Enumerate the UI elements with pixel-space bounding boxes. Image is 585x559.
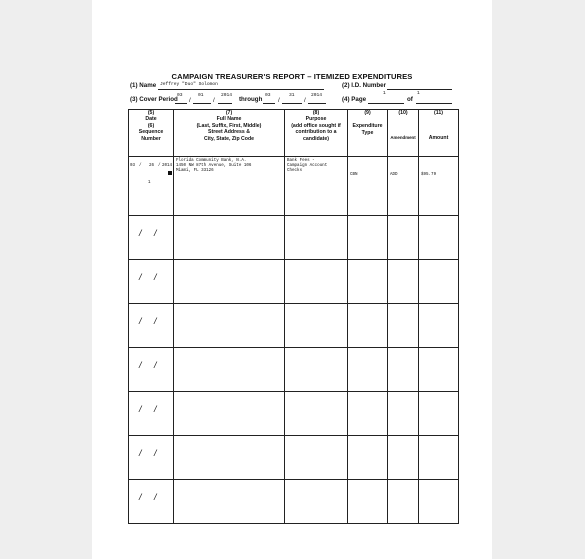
cover-period-label: (3) Cover Period bbox=[130, 96, 178, 103]
row-payee-name: Florida Community Bank, N.A. bbox=[176, 159, 247, 163]
page-label: (4) Page bbox=[342, 96, 367, 103]
row-amount-cell[interactable] bbox=[419, 348, 459, 392]
row-amount-cell[interactable] bbox=[419, 260, 459, 304]
table-row bbox=[129, 260, 459, 304]
row-purpose-cell[interactable] bbox=[285, 260, 348, 304]
cover-to-day: 31 bbox=[289, 93, 295, 98]
row-amendment-cell[interactable] bbox=[388, 392, 419, 436]
page-number-field[interactable] bbox=[368, 103, 404, 104]
header-date-number: (5) bbox=[147, 110, 155, 116]
cover-to-day-field[interactable] bbox=[282, 103, 302, 104]
date-slashes: / / bbox=[139, 272, 162, 282]
row-expenditure-type: CBN bbox=[350, 173, 358, 177]
row-date-year: 2014 bbox=[162, 164, 173, 168]
date-separator: / bbox=[304, 97, 306, 104]
cover-from-month-field[interactable] bbox=[175, 103, 187, 104]
row-purpose-line2: Campaign Account bbox=[287, 163, 328, 168]
checkbox-icon[interactable] bbox=[168, 171, 172, 175]
date-slashes: / / bbox=[139, 448, 162, 458]
row-date-cell[interactable]: 03 / 26 / 2014 1 bbox=[129, 157, 174, 216]
cover-from-year-field[interactable] bbox=[218, 103, 232, 104]
row-amount: $95.79 bbox=[421, 173, 437, 177]
table-row bbox=[129, 480, 459, 524]
header-amendment bbox=[388, 110, 419, 157]
table-row bbox=[129, 436, 459, 480]
row-date-cell[interactable] bbox=[129, 392, 174, 436]
date-separator: / bbox=[278, 97, 280, 104]
header-amount bbox=[419, 110, 459, 157]
row-amendment-cell[interactable] bbox=[388, 480, 419, 524]
header-purpose-line2: (add office sought if bbox=[291, 122, 341, 129]
row-amount-cell[interactable] bbox=[419, 304, 459, 348]
header-sequence-number-index: (6) bbox=[147, 122, 155, 129]
page-number: 1 bbox=[383, 91, 386, 96]
form-page bbox=[92, 0, 492, 559]
row-amendment-cell[interactable] bbox=[388, 216, 419, 260]
row-purpose-cell[interactable] bbox=[285, 436, 348, 480]
header-date: Date bbox=[145, 116, 157, 123]
id-number-label: (2) I.D. Number bbox=[342, 82, 387, 89]
row-type-cell[interactable] bbox=[348, 260, 388, 304]
expenditures-table bbox=[128, 109, 459, 524]
header-type-number: (9) bbox=[364, 110, 371, 116]
row-full-name-cell[interactable] bbox=[174, 480, 285, 524]
row-date-cell[interactable] bbox=[129, 348, 174, 392]
row-type-cell[interactable] bbox=[348, 157, 388, 216]
date-separator: / bbox=[189, 97, 191, 104]
row-full-name-cell[interactable] bbox=[174, 436, 285, 480]
row-date-month: 03 bbox=[130, 164, 136, 168]
row-amount-cell[interactable] bbox=[419, 157, 459, 216]
row-amendment-cell[interactable] bbox=[388, 436, 419, 480]
header-type-line1: Expenditure bbox=[352, 123, 383, 130]
header-name-line1: Full Name bbox=[216, 116, 242, 123]
header-full-name bbox=[174, 110, 285, 157]
row-type-cell[interactable] bbox=[348, 348, 388, 392]
row-type-cell[interactable] bbox=[348, 436, 388, 480]
row-full-name-cell[interactable] bbox=[174, 348, 285, 392]
header-name-line4: City, State, Zip Code bbox=[203, 135, 255, 142]
row-date-day: 26 bbox=[149, 164, 155, 168]
form-title: CAMPAIGN TREASURER'S REPORT – ITEMIZED EXPENDITURES bbox=[171, 72, 413, 81]
row-purpose-cell[interactable] bbox=[285, 392, 348, 436]
row-amendment-cell[interactable] bbox=[388, 260, 419, 304]
header-name-line2: (Last, Suffix, First, Middle) bbox=[196, 122, 262, 129]
header-purpose bbox=[285, 110, 348, 157]
cover-from-month: 03 bbox=[177, 93, 183, 98]
row-full-name-cell[interactable] bbox=[174, 392, 285, 436]
row-full-name-cell[interactable] bbox=[174, 260, 285, 304]
row-type-cell[interactable] bbox=[348, 216, 388, 260]
date-slashes: / / bbox=[139, 404, 162, 414]
header-amount-label: Amount bbox=[428, 135, 449, 142]
table-row bbox=[129, 392, 459, 436]
row-payee-address: 1450 NW 87th Avenue, Suite 106 bbox=[176, 163, 252, 168]
page-total: 1 bbox=[417, 91, 420, 96]
header-name-number: (7) bbox=[225, 110, 233, 116]
row-date-cell[interactable] bbox=[129, 216, 174, 260]
header-sequence: Sequence Number bbox=[138, 129, 164, 142]
row-date-cell[interactable] bbox=[129, 480, 174, 524]
date-slashes: / / bbox=[139, 360, 162, 370]
table-header-row bbox=[129, 110, 459, 157]
through-label: through bbox=[239, 96, 263, 103]
name-underline bbox=[158, 89, 324, 90]
header-expenditure-type bbox=[348, 110, 388, 157]
table-row bbox=[129, 348, 459, 392]
name-value[interactable]: Jeffrey "Duo" Solomon bbox=[160, 82, 218, 87]
row-date-cell[interactable] bbox=[129, 304, 174, 348]
row-full-name-cell[interactable] bbox=[174, 157, 285, 216]
id-number-field[interactable] bbox=[387, 89, 452, 90]
row-full-name-cell[interactable] bbox=[174, 216, 285, 260]
header-amendment-label: Amendment bbox=[390, 135, 416, 141]
cover-to-month: 03 bbox=[265, 93, 271, 98]
row-purpose-line1: Bank Fees - bbox=[287, 159, 315, 163]
cover-to-year-field[interactable] bbox=[308, 103, 326, 104]
row-sequence-number: 1 bbox=[148, 181, 151, 185]
cover-from-year: 2014 bbox=[221, 93, 233, 98]
row-amount-cell[interactable] bbox=[419, 216, 459, 260]
cover-from-day-field[interactable] bbox=[193, 103, 211, 104]
row-date-cell[interactable] bbox=[129, 260, 174, 304]
row-purpose-cell[interactable] bbox=[285, 348, 348, 392]
header-purpose-line3: contribution to a bbox=[295, 129, 337, 136]
date-slashes: / / bbox=[139, 228, 162, 238]
date-slashes: / / bbox=[139, 316, 162, 326]
page-total-field[interactable] bbox=[416, 103, 452, 104]
date-slashes: / / bbox=[139, 492, 162, 502]
row-full-name-cell[interactable] bbox=[174, 304, 285, 348]
row-type-cell[interactable] bbox=[348, 392, 388, 436]
row-purpose-cell[interactable] bbox=[285, 216, 348, 260]
header-purpose-line4: candidate) bbox=[303, 135, 329, 142]
table-row bbox=[129, 304, 459, 348]
row-amendment-cell[interactable] bbox=[388, 157, 419, 216]
header-amount-number: (11) bbox=[434, 110, 443, 116]
header-purpose-line1: Purpose bbox=[305, 116, 327, 123]
row-amount-cell[interactable] bbox=[419, 436, 459, 480]
header-name-line3: Street Address & bbox=[208, 129, 250, 136]
row-date-cell[interactable] bbox=[129, 436, 174, 480]
row-purpose-cell[interactable] bbox=[285, 304, 348, 348]
table-row bbox=[129, 157, 459, 216]
row-payee-city: Miami, FL 33126 bbox=[176, 168, 214, 173]
cover-to-year: 2014 bbox=[311, 93, 323, 98]
of-label: of bbox=[407, 96, 413, 103]
row-type-cell[interactable] bbox=[348, 480, 388, 524]
header-type-line2: Type bbox=[361, 129, 374, 136]
name-label: (1) Name bbox=[130, 82, 157, 89]
row-amount-cell[interactable] bbox=[419, 480, 459, 524]
cover-from-day: 01 bbox=[198, 93, 204, 98]
cover-to-month-field[interactable] bbox=[263, 103, 275, 104]
table-row bbox=[129, 216, 459, 260]
header-purpose-number: (8) bbox=[312, 110, 320, 116]
row-purpose-cell[interactable] bbox=[285, 480, 348, 524]
row-purpose-line3: Checks bbox=[287, 168, 303, 173]
row-amendment-cell[interactable] bbox=[388, 304, 419, 348]
date-separator: / bbox=[213, 97, 215, 104]
row-amount-cell[interactable] bbox=[419, 392, 459, 436]
header-date-sequence bbox=[129, 110, 174, 157]
row-amendment-cell[interactable] bbox=[388, 348, 419, 392]
header-amendment-number: (10) bbox=[398, 110, 408, 116]
row-purpose-cell[interactable] bbox=[285, 157, 348, 216]
row-amendment: ADD bbox=[390, 173, 398, 177]
row-type-cell[interactable] bbox=[348, 304, 388, 348]
